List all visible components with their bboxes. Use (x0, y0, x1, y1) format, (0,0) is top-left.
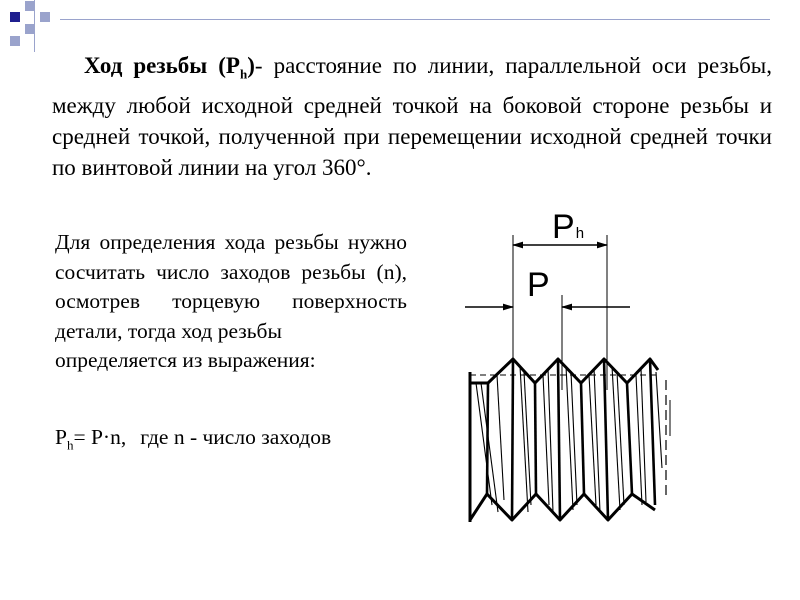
p-label: P (527, 266, 550, 304)
thread-helix-lines (476, 366, 662, 512)
explanation-text: Для определения хода резьбы нужно сосчитать число заходов резьбы (n), осмотрев торцевую поверхность детали, тогда ход резьбы (55, 230, 407, 343)
term-close: ) (247, 53, 255, 78)
thread-body (470, 359, 670, 522)
formula-equation: = P·n, (73, 425, 127, 449)
formula-note: где n - число заходов (140, 425, 332, 449)
term-text: Ход резьбы (P (84, 53, 240, 78)
formula-lhs-subscript: h (66, 437, 74, 453)
term-subscript: h (239, 66, 248, 82)
formula-lhs: P (55, 425, 67, 449)
ph-label: Ph (552, 208, 585, 246)
definition-text: - расстояние по линии, параллельной оси резьбы, между любой исходной средней точкой на боковой стороне резьбы и средней точкой, полученной при перемещении исходной средней точки по винтовой линии на угол 360°. (52, 53, 772, 180)
explanation-last-line: определяется из выражения: (55, 348, 316, 373)
thread-top-profile (470, 359, 658, 383)
